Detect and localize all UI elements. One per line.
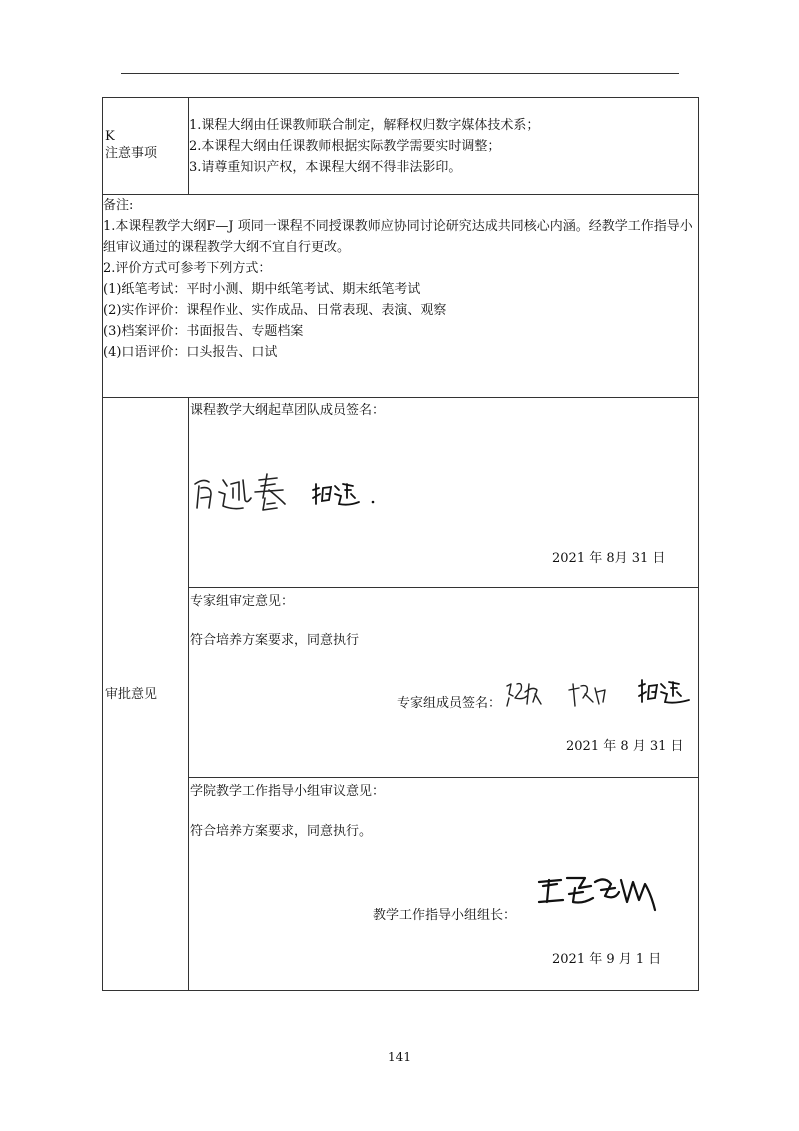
approval-row-drafting bbox=[103, 398, 699, 588]
college-date: 2021 年 9 月 1 日 bbox=[552, 952, 662, 967]
remarks-title: 备注: bbox=[103, 198, 134, 213]
college-signature-label: 教学工作指导小组组长： bbox=[373, 908, 517, 923]
syllabus-table bbox=[102, 97, 699, 991]
drafting-heading: 课程教学大纲起草团队成员签名： bbox=[190, 403, 386, 418]
expert-cell bbox=[189, 588, 699, 778]
drafting-signatures bbox=[189, 464, 389, 522]
notice-item: 2.本课程大纲由任课教师根据实际教学需要实时调整； bbox=[189, 139, 501, 154]
remarks-line: 2.评价方式可参考下列方式： bbox=[103, 261, 272, 276]
notice-item: 3.请尊重知识产权，本课程大纲不得非法影印。 bbox=[189, 160, 462, 175]
notice-content-cell bbox=[189, 98, 699, 195]
remarks-cell bbox=[103, 195, 699, 398]
expert-signatures bbox=[503, 676, 699, 712]
header-rule bbox=[121, 73, 679, 74]
notice-label: 注意事项 bbox=[105, 145, 158, 161]
college-cell bbox=[189, 778, 699, 991]
notice-row bbox=[103, 98, 699, 195]
expert-opinion: 符合培养方案要求，同意执行 bbox=[190, 633, 360, 648]
approval-label: 审批意见 bbox=[105, 686, 158, 702]
approval-row-expert bbox=[103, 588, 699, 778]
approval-row-college bbox=[103, 778, 699, 991]
notice-list bbox=[189, 98, 698, 178]
remarks-row bbox=[103, 195, 699, 398]
college-opinion: 符合培养方案要求，同意执行。 bbox=[190, 824, 373, 839]
remarks-line: (3)档案评价：书面报告、专题档案 bbox=[103, 324, 304, 339]
remarks-line: (1)纸笔考试：平时小测、期中纸笔考试、期末纸笔考试 bbox=[103, 282, 421, 297]
expert-heading: 专家组审定意见： bbox=[190, 594, 295, 609]
remarks-line: (2)实作评价：课程作业、实作成品、日常表现、表演、观察 bbox=[103, 303, 447, 318]
drafting-cell bbox=[189, 398, 699, 588]
expert-signature-label: 专家组成员签名： bbox=[397, 696, 502, 711]
notice-item: 1.课程大纲由任课教师联合制定，解释权归数字媒体技术系； bbox=[189, 118, 540, 133]
remarks-line: (4)口语评价：口头报告、口试 bbox=[103, 345, 278, 360]
notice-label-top: K bbox=[105, 128, 115, 144]
page-number: 141 bbox=[388, 1050, 411, 1064]
notice-label-cell bbox=[103, 98, 189, 195]
drafting-date: 2021 年 8月 31 日 bbox=[552, 551, 666, 566]
expert-date: 2021 年 8 月 31 日 bbox=[566, 739, 684, 754]
college-leader-signature bbox=[535, 872, 659, 918]
remarks-line: 1.本课程教学大纲F—J 项同一课程不同授课教师应协同讨论研究达成共同核心内涵。经教学工作指导小组审议通过的课程教学大纲不宜自行更改。 bbox=[103, 219, 693, 255]
college-heading: 学院教学工作指导小组审议意见： bbox=[190, 784, 386, 799]
approval-label-cell bbox=[103, 398, 189, 991]
